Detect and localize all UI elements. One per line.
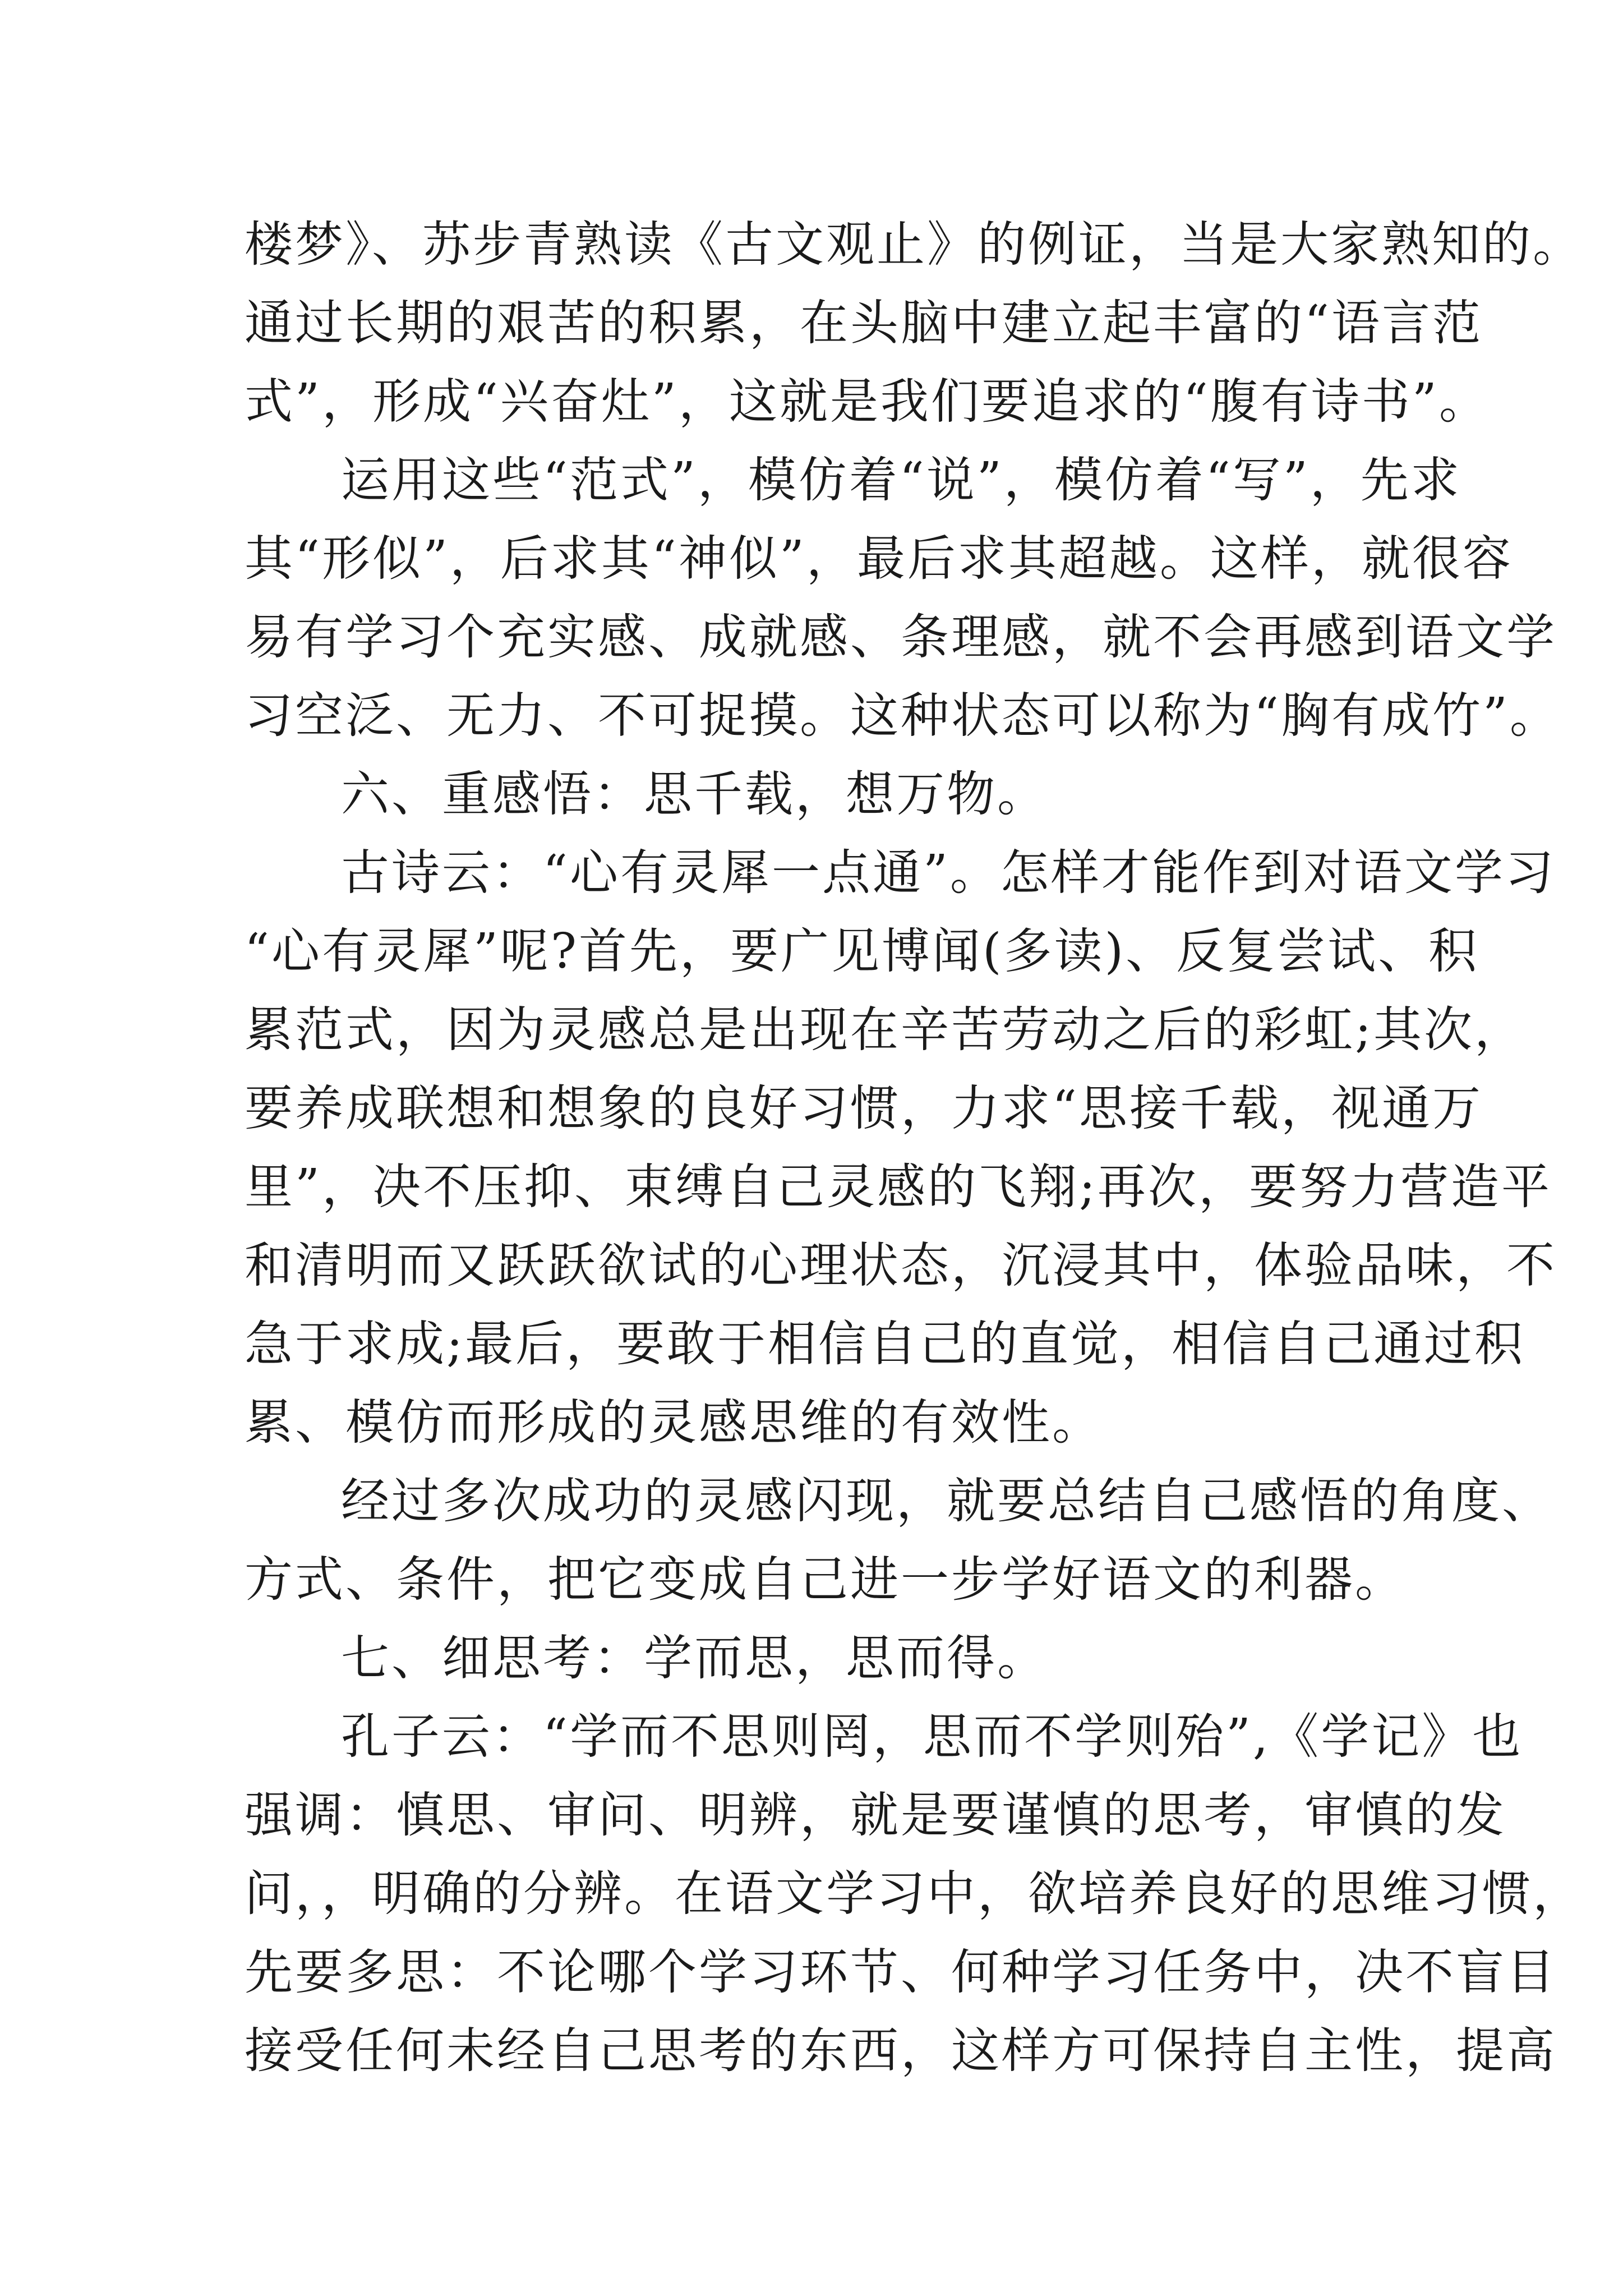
text-line: 通过长期的艰苦的积累，在头脑中建立起丰富的“语言范 <box>245 295 1483 351</box>
text-line: 累、模仿而形成的灵感思维的有效性。 <box>245 1395 1103 1451</box>
text-line: 先要多思：不论哪个学习环节、何种学习任务中，决不盲目 <box>245 1944 1557 2000</box>
text-line: 楼梦》、苏步青熟读《古文观止》的例证，当是大家熟知的。 <box>245 217 1583 273</box>
text-line: 急于求成;最后，要敢于相信自己的直觉，相信自己通过积 <box>245 1316 1525 1372</box>
section-heading: 六、重感悟：思千载，想万物。 <box>341 766 1048 822</box>
text-line: 里”，决不压抑、束缚自己灵感的飞翔;再次，要努力营造平 <box>245 1159 1552 1215</box>
text-line: 古诗云：“心有灵犀一点通”。怎样才能作到对语文学习 <box>341 845 1556 901</box>
text-line: 易有学习个充实感、成就感、条理感，就不会再感到语文学 <box>245 609 1557 665</box>
text-line: 累范式，因为灵感总是出现在辛苦劳动之后的彩虹;其次， <box>245 1002 1525 1058</box>
text-line: 式”，形成“兴奋灶”，这就是我们要追求的“腹有诗书”。 <box>245 374 1490 430</box>
text-line: 强调：慎思、审问、明辨，就是要谨慎的思考，审慎的发 <box>245 1787 1506 1843</box>
text-line: “心有灵犀”呢?首先，要广见博闻(多读)、反复尝试、积 <box>245 923 1479 979</box>
text-line: 接受任何未经自己思考的东西，这样方可保持自主性，提高 <box>245 2023 1557 2079</box>
text-line: 问，，明确的分辨。在语文学习中，欲培养良好的思维习惯， <box>245 1866 1583 1922</box>
text-line: 和清明而又跃跃欲试的心理状态，沉浸其中，体验品味，不 <box>245 1237 1557 1294</box>
document-body <box>245 205 1583 2090</box>
text-line: 方式、条件，把它变成自己进一步学好语文的利器。 <box>245 1552 1405 1608</box>
text-line: 孔子云：“学而不思则罔，思而不学则殆”,《学记》也 <box>341 1709 1523 1765</box>
text-line: 经过多次成功的灵感闪现，就要总结自己感悟的角度、 <box>341 1473 1552 1529</box>
text-line: 习空泛、无力、不可捉摸。这种状态可以称为“胸有成竹”。 <box>245 688 1560 744</box>
text-line: 要养成联想和想象的良好习惯，力求“思接千载，视通万 <box>245 1080 1483 1137</box>
text-line: 其“形似”，后求其“神似”，最后求其超越。这样，就很容 <box>245 531 1513 587</box>
section-heading: 七、细思考：学而思，思而得。 <box>341 1630 1048 1686</box>
text-line: 运用这些“范式”，模仿着“说”，模仿着“写”，先求 <box>341 452 1461 508</box>
